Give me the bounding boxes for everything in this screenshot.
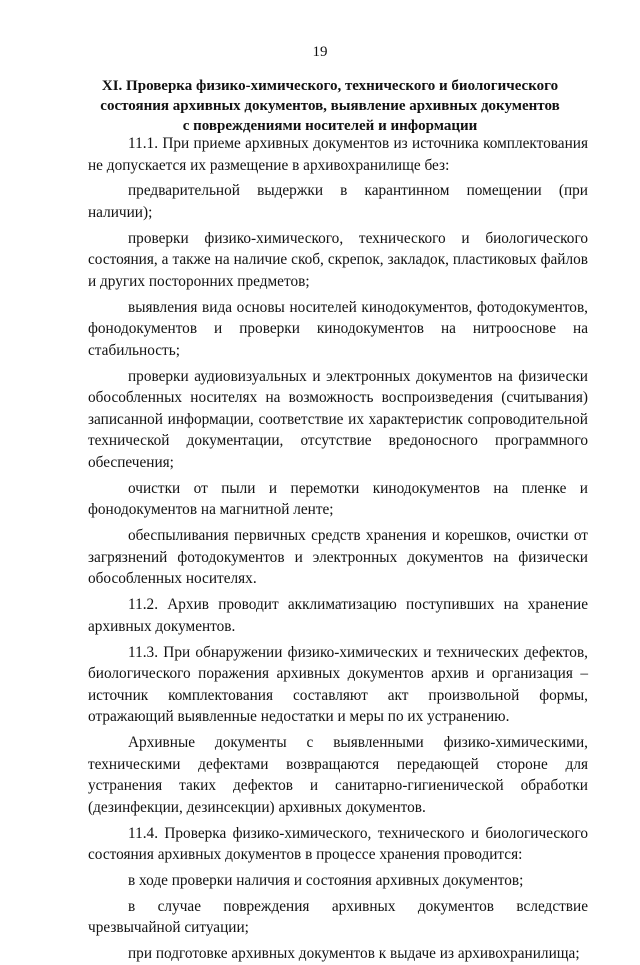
paragraph: в ходе проверки наличия и состояния архивных документов; xyxy=(128,872,524,890)
paragraph: предварительной выдержки в карантинном помещении (при наличии); xyxy=(88,182,588,221)
paragraph: 11.2. Архив проводит акклиматизацию поступивших на хранение архивных документов. xyxy=(88,596,588,635)
paragraph: 11.4. Проверка физико-химического, технического и биологического состояния архивных документов в процессе хранения проводится: xyxy=(88,824,588,864)
paragraph: обеспыливания первичных средств хранения и корешков, очистки от загрязнений фотодокументов и электронных документов на физически обособленных носителях. xyxy=(88,527,588,588)
paragraph: при подготовке архивных документов к выдаче из архивохранилища; xyxy=(128,945,580,963)
paragraph: в случае повреждения архивных документов вследствие чрезвычайной ситуации; xyxy=(88,897,588,937)
paragraph: проверки аудиовизуальных и электронных документов на физически обособленных носителях на возможность воспроизведения (считывания) записанной информации, соответствие их характеристик сопроводительной технической документации, отсутствие вредоносного программного обеспечения; xyxy=(88,367,588,472)
section-heading-line: состояния архивных документов, выявление архивных документов xyxy=(100,98,560,114)
section-heading-line: с повреждениями носителей и информации xyxy=(182,118,478,134)
paragraph: выявления вида основы носителей кинодокументов, фотодокументов, фонодокументов и проверки кинодокументов на нитрооснове на стабильность; xyxy=(88,298,588,359)
page-number: 19 xyxy=(312,44,328,60)
document-body xyxy=(88,133,588,965)
paragraph: Архивные документы с выявленными физико-химическими, техническими дефектами возвращаются передающей стороне для устранения таких дефектов и санитарно-гигиенической обработки (дезинфекции, дезинсекции) архивных документов. xyxy=(88,734,588,816)
section-heading-line: XI. Проверка физико-химического, технического и биологического xyxy=(101,78,559,94)
section-heading xyxy=(80,76,580,136)
paragraph: очистки от пыли и перемотки кинодокументов на пленке и фонодокументов на магнитной ленте; xyxy=(88,479,588,519)
paragraph: 11.3. При обнаружении физико-химических и технических дефектов, биологического поражения архивных документов архив и организация – источник комплектования составляют акт произвольной формы, отражающий выявленные недостатки и меры по их устранению. xyxy=(88,643,588,726)
paragraph: 11.1. При приеме архивных документов из источника комплектования не допускается их размещение в архивохранилище без: xyxy=(88,135,588,174)
paragraph: проверки физико-химического, технического и биологического состояния, а также на наличие скоб, скрепок, закладок, пластиковых файлов и других посторонних предметов; xyxy=(88,229,588,290)
